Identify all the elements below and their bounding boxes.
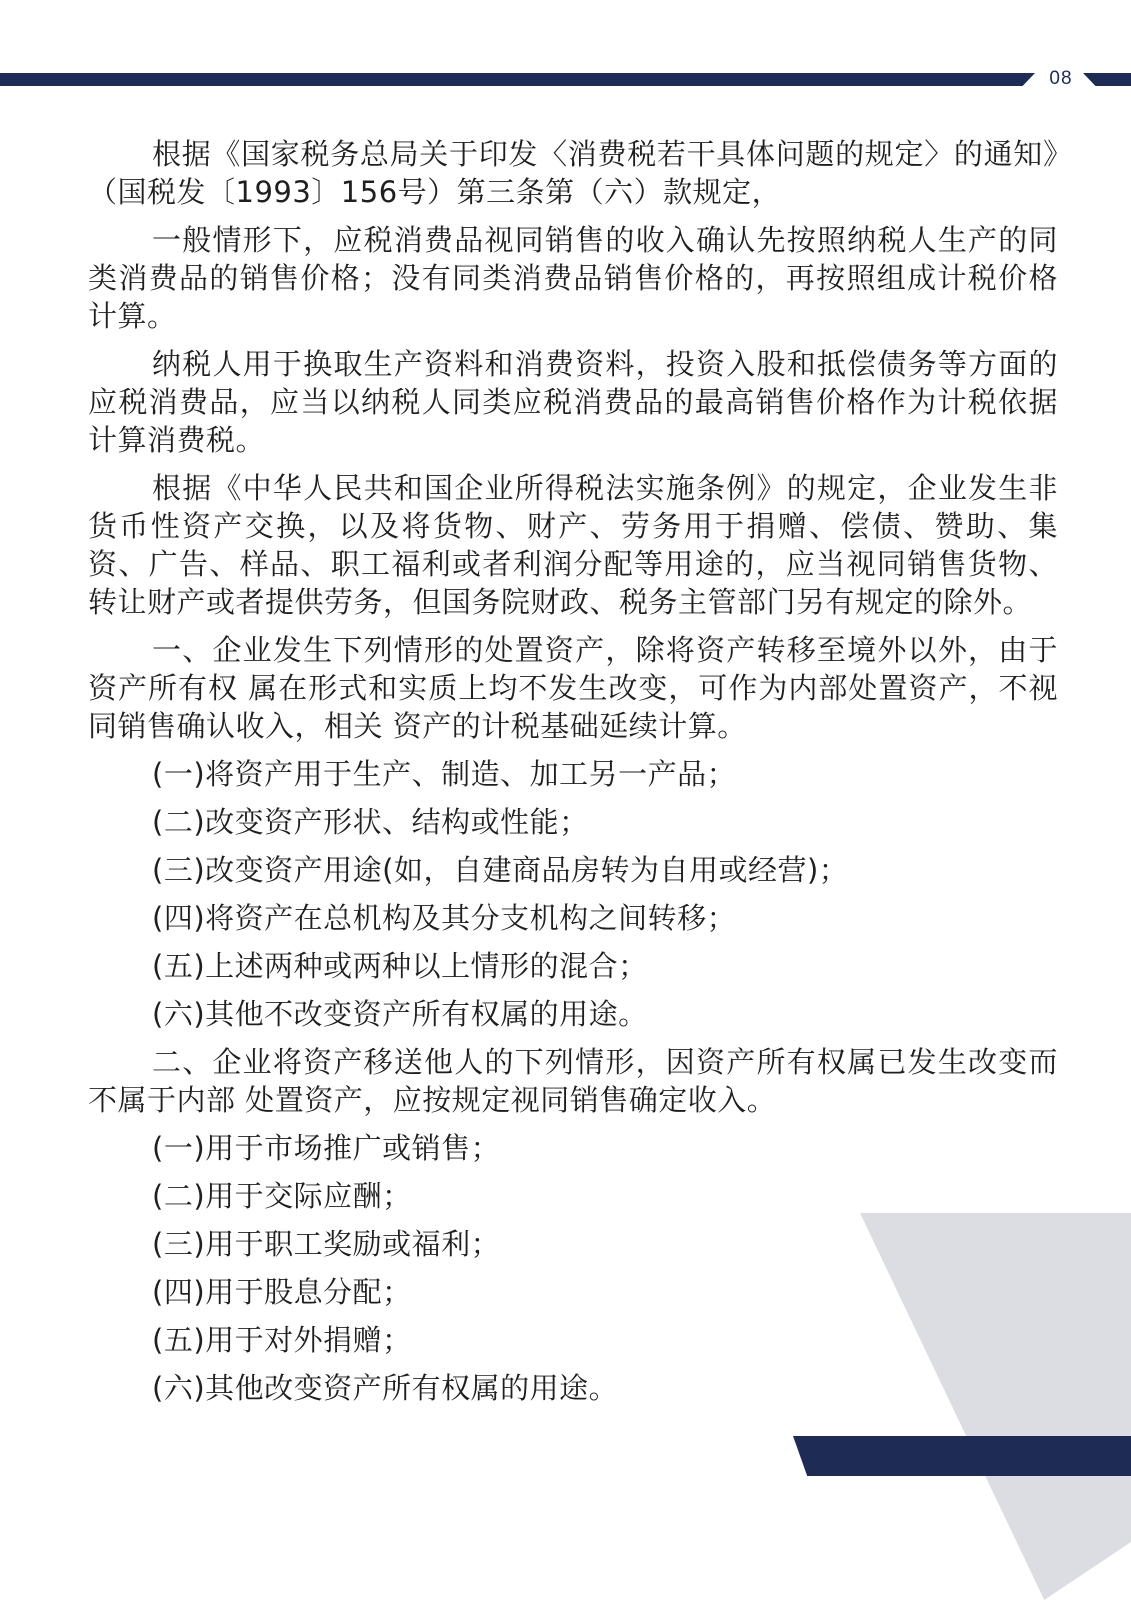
paragraph: 根据《国家税务总局关于印发〈消费税若干具体问题的规定〉的通知》（国税发〔1993〕156号）第三条第（六）款规定， bbox=[88, 137, 1058, 209]
list-item: (六)其他不改变资产所有权属的用途。 bbox=[152, 997, 648, 1031]
list-item: (四)用于股息分配； bbox=[152, 1275, 412, 1309]
list-item: (六)其他改变资产所有权属的用途。 bbox=[152, 1371, 619, 1405]
paragraph: 根据《中华人民共和国企业所得税法实施条例》的规定，企业发生非货币性资产交换，以及将货物、财产、劳务用于捐赠、偿债、赞助、集资、广告、样品、职工福利或者利润分配等用途的，应当视同销售货物、转让财产或者提供劳务，但国务院财政、税务主管部门另有规定的除外。 bbox=[88, 471, 1058, 619]
paragraph: 一、企业发生下列情形的处置资产，除将资产转移至境外以外，由于资产所有权 属在形式和实质上均不发生改变，可作为内部处置资产，不视同销售确认收入，相关 资产的计税基础延续计算。 bbox=[88, 633, 1058, 743]
header-bar bbox=[0, 73, 1035, 86]
page-number: 08 bbox=[1049, 68, 1073, 89]
document-body bbox=[88, 135, 1058, 1417]
list-item: (四)将资产在总机构及其分支机构之间转移； bbox=[152, 901, 737, 935]
list-item: (五)上述两种或两种以上情形的混合； bbox=[152, 949, 648, 983]
paragraph: 二、企业将资产移送他人的下列情形，因资产所有权属已发生改变而不属于内部 处置资产，应按规定视同销售确定收入。 bbox=[88, 1045, 1058, 1117]
list-item: (一)将资产用于生产、制造、加工另一产品； bbox=[152, 757, 737, 791]
paragraph: 纳税人用于换取生产资料和消费资料，投资入股和抵偿债务等方面的应税消费品，应当以纳税人同类应税消费品的最高销售价格作为计税依据计算消费税。 bbox=[88, 347, 1058, 457]
paragraph: 一般情形下，应税消费品视同销售的收入确认先按照纳税人生产的同类消费品的销售价格；没有同类消费品销售价格的，再按照组成计税价格计算。 bbox=[88, 223, 1058, 333]
list-item: (二)改变资产形状、结构或性能； bbox=[152, 805, 589, 839]
list-item: (二)用于交际应酬； bbox=[152, 1179, 412, 1213]
header-bar-end bbox=[1083, 73, 1131, 86]
list-item: (三)改变资产用途(如，自建商品房转为自用或经营)； bbox=[152, 853, 849, 887]
decorative-navy-bar bbox=[793, 1436, 1131, 1476]
list-item: (一)用于市场推广或销售； bbox=[152, 1131, 501, 1165]
list-item: (五)用于对外捐赠； bbox=[152, 1323, 412, 1357]
list-item: (三)用于职工奖励或福利； bbox=[152, 1227, 501, 1261]
